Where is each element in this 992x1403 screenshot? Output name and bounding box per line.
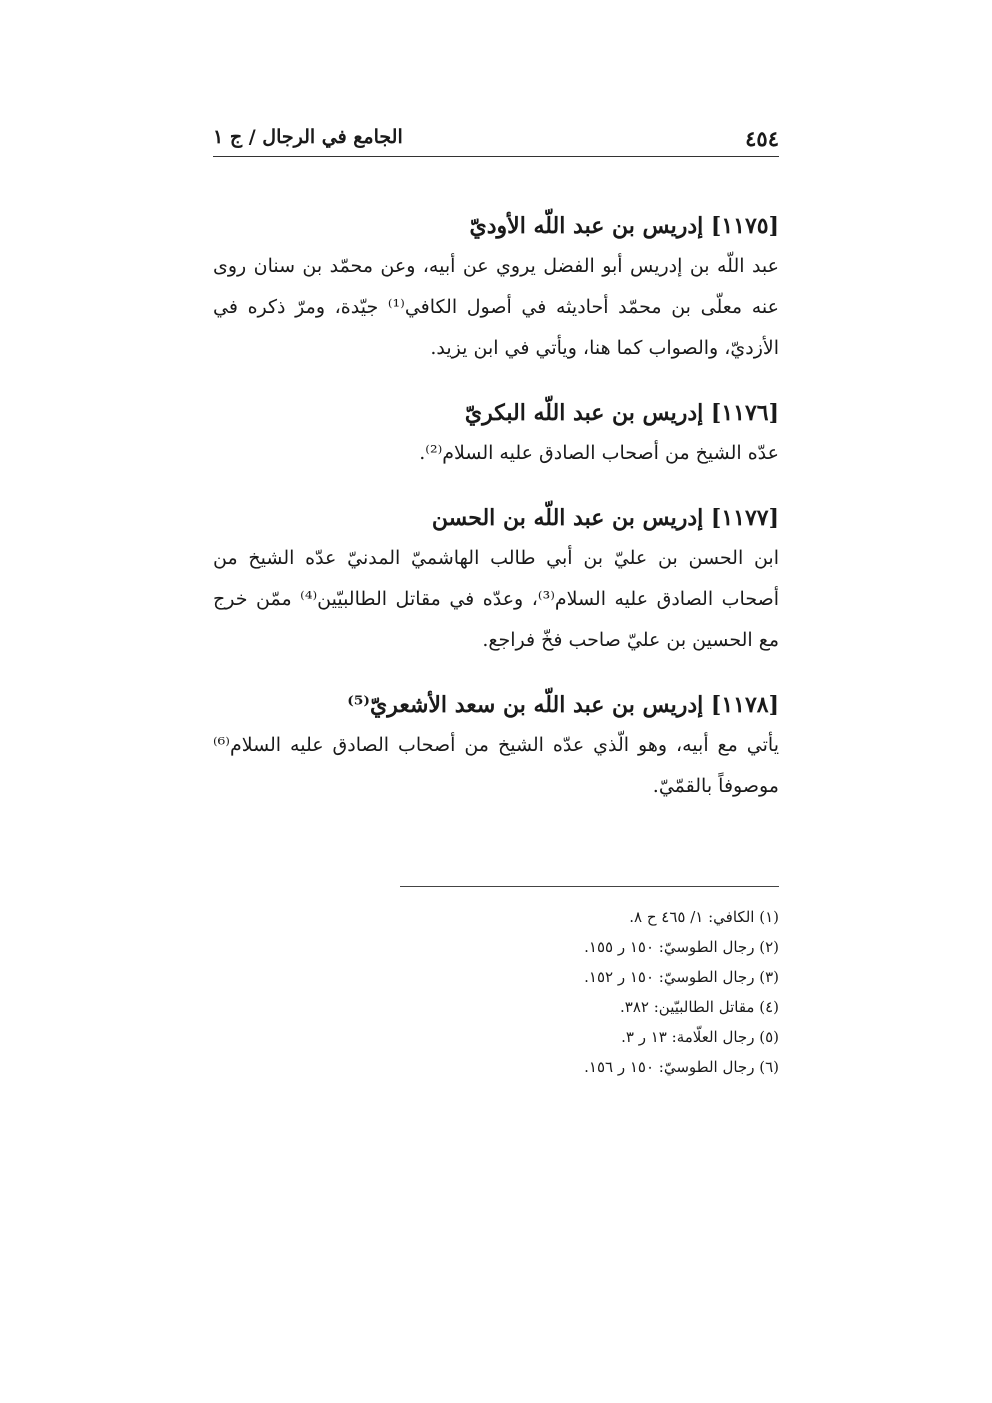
entry-title: [١١٧٧] إدريس بن عبد اللّه بن الحسن [431,505,779,531]
footnotes-list [213,902,779,1082]
entry [213,498,779,661]
entry-body: ابن الحسن بن عليّ بن أبي طالب الهاشميّ المدنيّ عدّه الشيخ من أصحاب الصادق عليه السلام⁽³⁾، وعدّه في مقاتل الطالبيّين⁽⁴⁾ ممّن خرج مع الحسين بن عليّ صاحب فخّ فراجع. [213,547,779,651]
entry-body: يأتي مع أبيه، وهو الّذي عدّه الشيخ من أصحاب الصادق عليه السلام⁽⁶⁾ موصوفاً بالقمّيّ. [213,734,779,797]
book-title: الجامع في الرجال / ج ١ [213,126,403,148]
entry-body: عبد اللّه بن إدريس أبو الفضل يروي عن أبيه، وعن محمّد بن سنان روى عنه معلّى بن محمّد أحاديثه في أصول الكافي⁽¹⁾ جيّدة، ومرّ ذكره في الأزديّ، والصواب كما هنا، ويأتي في ابن يزيد. [213,255,779,359]
entry [213,685,779,807]
footnote: (٣) رجال الطوسيّ: ١٥٠ ر ١٥٢. [584,968,779,986]
entry-body: عدّه الشيخ من أصحاب الصادق عليه السلام⁽²⁾. [419,442,779,464]
footnote-divider [400,886,779,887]
footnote: (٥) رجال العلّامة: ١٣ ر ٣. [621,1028,779,1046]
page-header [213,120,779,157]
entry [213,393,779,474]
footnote: (٢) رجال الطوسيّ: ١٥٠ ر ١٥٥. [584,938,779,956]
footnote: (٤) مقاتل الطالبيّين: ٣٨٢. [620,998,779,1016]
page-number: ٤٥٤ [745,126,779,151]
footnote: (٦) رجال الطوسيّ: ١٥٠ ر ١٥٦. [584,1058,779,1076]
entry-title: [١١٧٥] إدريس بن عبد اللّه الأوديّ [469,213,779,239]
footnote: (١) الكافي: ١/ ٤٦٥ ح ٨. [629,908,779,926]
entry-title: [١١٧٨] إدريس بن عبد اللّه بن سعد الأشعريّ⁽⁵⁾ [347,692,779,718]
main-content [213,206,779,831]
entry-title: [١١٧٦] إدريس بن عبد اللّه البكريّ [464,400,779,426]
entry [213,206,779,369]
